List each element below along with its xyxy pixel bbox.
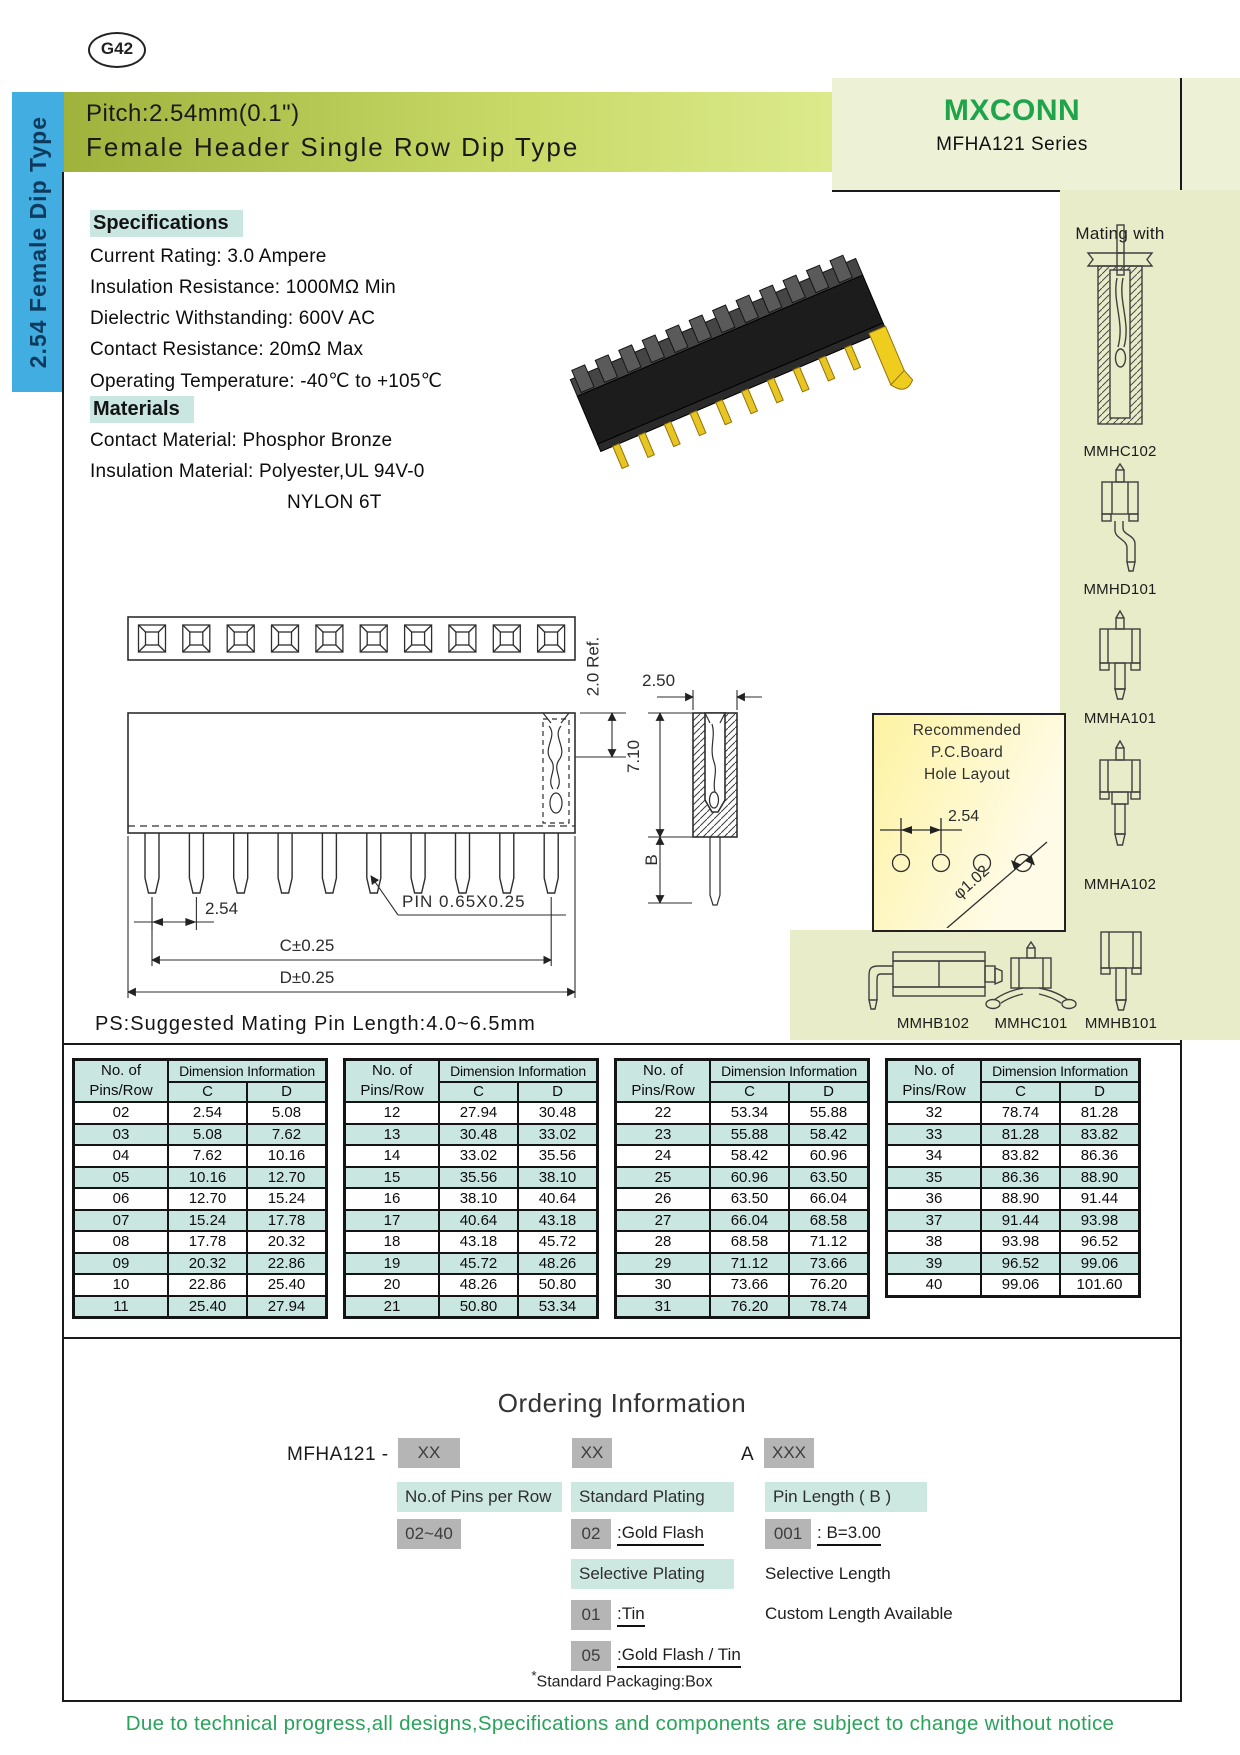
col-header-pins-row: Pins/Row: [360, 1082, 424, 1099]
ordering-top-rule: [62, 1337, 1182, 1339]
col-header-no-of: No. of: [913, 1062, 955, 1079]
table-cell: 14: [345, 1145, 440, 1167]
col-header-dimension: Dimension Information: [439, 1060, 598, 1082]
table-cell: 16: [345, 1188, 440, 1210]
table-cell: 48.26: [518, 1253, 598, 1275]
hole-pitch-label: 2.54: [948, 808, 980, 825]
part-label-mmhd101: MMHD101: [1083, 581, 1157, 598]
table-row: [74, 1167, 327, 1189]
col-header-dimension: Dimension Information: [710, 1060, 869, 1082]
table-cell: 43.18: [439, 1231, 518, 1253]
table-cell: 02: [74, 1102, 169, 1124]
technical-drawing: [62, 600, 762, 1043]
spec-dielectric: Dielectric Withstanding: 600V AC: [90, 308, 376, 329]
mat-nylon: NYLON 6T: [287, 492, 382, 513]
table-cell: 27.94: [247, 1296, 327, 1318]
col-header-no-of: No. of: [100, 1062, 142, 1079]
table-cell: 7.62: [168, 1145, 247, 1167]
table-cell: 2.54: [168, 1102, 247, 1124]
table-cell: 33.02: [439, 1145, 518, 1167]
side-tab: [12, 92, 64, 392]
table-cell: 83.82: [981, 1145, 1060, 1167]
ordering-pin-length-label: Pin Length ( B ): [765, 1482, 927, 1512]
table-cell: 86.36: [981, 1167, 1060, 1189]
dimension-table-1: [72, 1058, 328, 1319]
hole-title-3: Hole Layout: [923, 766, 1011, 783]
col-header-d: D: [789, 1082, 869, 1102]
table-cell: 96.52: [981, 1253, 1060, 1275]
table-row: [887, 1188, 1140, 1210]
table-cell: 78.74: [981, 1102, 1060, 1124]
table-cell: 35.56: [439, 1167, 518, 1189]
table-cell: 91.44: [981, 1210, 1060, 1232]
part-label-mmhb101: MMHB101: [1084, 1015, 1158, 1032]
table-cell: 66.04: [710, 1210, 789, 1232]
dim-2-0-ref: 2.0 Ref.: [583, 636, 603, 697]
dimension-table-3: [614, 1058, 870, 1319]
dim-b: B: [642, 854, 661, 866]
table-cell: 38.10: [439, 1188, 518, 1210]
table-cell: 101.60: [1060, 1274, 1140, 1296]
table-cell: 07: [74, 1210, 169, 1232]
table-cell: 12.70: [168, 1188, 247, 1210]
mmhb101-drawing: [1101, 932, 1141, 1010]
mating-with-title: Mating with: [1075, 224, 1165, 243]
table-row: [616, 1102, 869, 1124]
mat-insulation: Insulation Material: Polyester,UL 94V-0: [90, 461, 425, 482]
table-cell: 58.42: [789, 1124, 869, 1146]
table-cell: 76.20: [710, 1296, 789, 1318]
dimension-table-4: [885, 1058, 1141, 1298]
table-cell: 68.58: [789, 1210, 869, 1232]
table-row: [616, 1188, 869, 1210]
table-cell: 30.48: [518, 1102, 598, 1124]
table-cell: 81.28: [981, 1124, 1060, 1146]
table-cell: 53.34: [710, 1102, 789, 1124]
table-cell: 17: [345, 1210, 440, 1232]
packaging-note-star: *: [531, 1668, 537, 1683]
table-cell: 10.16: [247, 1145, 327, 1167]
table-row: [887, 1167, 1140, 1189]
table-row: [887, 1102, 1140, 1124]
col-header-c: C: [981, 1082, 1060, 1102]
table-row: [887, 1145, 1140, 1167]
table-cell: 58.42: [710, 1145, 789, 1167]
table-cell: 21: [345, 1296, 440, 1318]
table-row: [74, 1210, 327, 1232]
col-header-dimension: Dimension Information: [981, 1060, 1140, 1082]
table-row: [345, 1274, 598, 1296]
ordering-code-a: A: [741, 1444, 755, 1465]
table-cell: 73.66: [710, 1274, 789, 1296]
dim-pin-size: PIN 0.65X0.25: [402, 892, 526, 911]
table-cell: 26: [616, 1188, 711, 1210]
part-label-mmhc102: MMHC102: [1083, 443, 1157, 460]
ordering-title: Ordering Information: [497, 1388, 747, 1418]
table-cell: 17.78: [247, 1210, 327, 1232]
ps-note: PS:Suggested Mating Pin Length:4.0~6.5mm: [95, 1013, 536, 1035]
table-cell: 22.86: [168, 1274, 247, 1296]
table-cell: 43.18: [518, 1210, 598, 1232]
table-cell: 27.94: [439, 1102, 518, 1124]
spec-insulation: Insulation Resistance: 1000MΩ Min: [90, 277, 396, 298]
table-cell: 27: [616, 1210, 711, 1232]
col-header-no-of: No. of: [371, 1062, 413, 1079]
table-cell: 60.96: [710, 1167, 789, 1189]
col-header-dimension: Dimension Information: [168, 1060, 327, 1082]
table-cell: 76.20: [789, 1274, 869, 1296]
table-cell: 22: [616, 1102, 711, 1124]
table-row: [74, 1231, 327, 1253]
table-cell: 24: [616, 1145, 711, 1167]
mat-contact: Contact Material: Phosphor Bronze: [90, 430, 393, 451]
table-cell: 5.08: [168, 1124, 247, 1146]
table-row: [74, 1253, 327, 1275]
table-row: [74, 1188, 327, 1210]
table-cell: 88.90: [1060, 1167, 1140, 1189]
table-cell: 09: [74, 1253, 169, 1275]
table-cell: 11: [74, 1296, 169, 1318]
ordering-plating-01-text: :Tin: [617, 1604, 645, 1627]
dim-pitch-2-54: 2.54: [205, 899, 239, 918]
table-cell: 50.80: [439, 1296, 518, 1318]
mmhc102-drawing: [1088, 225, 1152, 424]
page-code-badge: G42: [88, 32, 146, 68]
page-title: Female Header Single Row Dip Type: [86, 132, 580, 162]
table-cell: 40.64: [439, 1210, 518, 1232]
table-row: [345, 1253, 598, 1275]
part-label-mmhc101: MMHC101: [994, 1015, 1068, 1032]
col-header-pins-row: Pins/Row: [89, 1082, 153, 1099]
product-photo: [548, 208, 928, 568]
table-row: [345, 1296, 598, 1318]
specifications-heading: Specifications: [90, 210, 243, 237]
mmhb102-drawing: [869, 952, 1002, 1009]
table-row: [345, 1145, 598, 1167]
table-cell: 38.10: [518, 1167, 598, 1189]
ordering-selective-plating-label: Selective Plating: [571, 1559, 734, 1589]
ordering-code-pins: XX: [398, 1438, 460, 1468]
table-cell: 63.50: [789, 1167, 869, 1189]
ordering-code-plating: XX: [572, 1438, 612, 1468]
spec-current-rating: Current Rating: 3.0 Ampere: [90, 246, 327, 267]
hole-diameter-label: φ1.02: [950, 862, 993, 903]
ordering-length-001-text: : B=3.00: [817, 1523, 881, 1546]
table-cell: 45.72: [518, 1231, 598, 1253]
ordering-col1-label: No.of Pins per Row: [397, 1482, 562, 1512]
table-cell: 33: [887, 1124, 982, 1146]
table-cell: 45.72: [439, 1253, 518, 1275]
ordering-custom-length: Custom Length Available: [765, 1604, 953, 1623]
spec-op-temp: Operating Temperature: -40℃ to +105℃: [90, 371, 443, 392]
dim-7-10: 7.10: [624, 739, 643, 774]
table-row: [616, 1231, 869, 1253]
ordering-plating-01-code: 01: [571, 1600, 611, 1630]
col-header-c: C: [168, 1082, 247, 1102]
dim-c: C±0.25: [279, 936, 335, 955]
ordering-plating-05-code: 05: [571, 1641, 611, 1671]
table-row: [74, 1274, 327, 1296]
table-cell: 10: [74, 1274, 169, 1296]
col-header-pins-row: Pins/Row: [631, 1082, 695, 1099]
table-row: [616, 1296, 869, 1318]
table-cell: 08: [74, 1231, 169, 1253]
table-row: [887, 1231, 1140, 1253]
table-cell: 35.56: [518, 1145, 598, 1167]
side-tab-label: 2.54 Female Dip Type: [24, 115, 51, 369]
table-cell: 15.24: [168, 1210, 247, 1232]
table-cell: 32: [887, 1102, 982, 1124]
table-row: [616, 1253, 869, 1275]
table-cell: 93.98: [1060, 1210, 1140, 1232]
packaging-note-text: Standard Packaging:Box: [536, 1673, 713, 1691]
table-cell: 17.78: [168, 1231, 247, 1253]
table-cell: 55.88: [789, 1102, 869, 1124]
header-pitch: Pitch:2.54mm(0.1"): [86, 100, 300, 127]
table-cell: 22.86: [247, 1253, 327, 1275]
table-cell: 53.34: [518, 1296, 598, 1318]
footer-disclaimer: Due to technical progress,all designs,Specifications and components are subject to change without notice: [125, 1712, 1115, 1735]
ordering-plating-02-code: 02: [571, 1519, 611, 1549]
table-row: [887, 1210, 1140, 1232]
table-row: [887, 1253, 1140, 1275]
table-cell: 05: [74, 1167, 169, 1189]
mmha101-drawing: [1100, 611, 1140, 699]
dim-d: D±0.25: [279, 968, 335, 987]
col-header-no-of: No. of: [642, 1062, 684, 1079]
table-cell: 39: [887, 1253, 982, 1275]
table-cell: 25.40: [247, 1274, 327, 1296]
table-row: [345, 1102, 598, 1124]
table-cell: 66.04: [789, 1188, 869, 1210]
mmhc101-drawing: [986, 942, 1076, 1009]
table-row: [345, 1124, 598, 1146]
table-cell: 18: [345, 1231, 440, 1253]
ordering-col1-value: 02~40: [397, 1519, 461, 1549]
col-header-d: D: [247, 1082, 327, 1102]
table-row: [74, 1102, 327, 1124]
table-cell: 93.98: [981, 1231, 1060, 1253]
table-cell: 33.02: [518, 1124, 598, 1146]
table-cell: 73.66: [789, 1253, 869, 1275]
brand-logo-text: MXCONN: [943, 94, 1081, 127]
table-cell: 25.40: [168, 1296, 247, 1318]
materials-heading: Materials: [90, 396, 194, 423]
dimension-table-2: [343, 1058, 599, 1319]
table-cell: 78.74: [789, 1296, 869, 1318]
table-cell: 48.26: [439, 1274, 518, 1296]
table-row: [616, 1210, 869, 1232]
table-cell: 83.82: [1060, 1124, 1140, 1146]
table-row: [345, 1210, 598, 1232]
table-cell: 96.52: [1060, 1231, 1140, 1253]
table-cell: 40: [887, 1274, 982, 1296]
ordering-length-001-code: 001: [765, 1519, 811, 1549]
table-cell: 31: [616, 1296, 711, 1318]
table-cell: 10.16: [168, 1167, 247, 1189]
table-cell: 36: [887, 1188, 982, 1210]
table-cell: 35: [887, 1167, 982, 1189]
hole-title-1: Recommended: [912, 722, 1022, 739]
spec-contact-res: Contact Resistance: 20mΩ Max: [90, 339, 364, 360]
table-top-rule: [62, 1043, 1182, 1045]
ordering-plating-05-text: :Gold Flash / Tin: [617, 1645, 741, 1668]
table-row: [616, 1274, 869, 1296]
table-cell: 50.80: [518, 1274, 598, 1296]
ordering-code-length: XXX: [764, 1438, 814, 1468]
part-label-mmha102: MMHA102: [1083, 876, 1157, 893]
table-row: [887, 1274, 1140, 1296]
table-cell: 03: [74, 1124, 169, 1146]
table-cell: 71.12: [710, 1253, 789, 1275]
mmha102-drawing: [1100, 741, 1140, 845]
table-cell: 99.06: [981, 1274, 1060, 1296]
table-cell: 04: [74, 1145, 169, 1167]
ordering-part-prefix: MFHA121 -: [287, 1444, 389, 1465]
col-header-pins-row: Pins/Row: [902, 1082, 966, 1099]
table-cell: 28: [616, 1231, 711, 1253]
series-name: MFHA121 Series: [936, 134, 1088, 155]
table-cell: 23: [616, 1124, 711, 1146]
frame-bottom-rule: [62, 1700, 1182, 1702]
mating-parts-drawing: [1060, 190, 1240, 1040]
table-cell: 06: [74, 1188, 169, 1210]
table-cell: 88.90: [981, 1188, 1060, 1210]
part-label-mmhb102: MMHB102: [896, 1015, 970, 1032]
table-cell: 30: [616, 1274, 711, 1296]
table-cell: 13: [345, 1124, 440, 1146]
hole-title-2: P.C.Board: [930, 744, 1004, 761]
table-cell: 91.44: [1060, 1188, 1140, 1210]
table-cell: 60.96: [789, 1145, 869, 1167]
table-row: [74, 1145, 327, 1167]
table-cell: 38: [887, 1231, 982, 1253]
table-cell: 34: [887, 1145, 982, 1167]
table-cell: 20.32: [247, 1231, 327, 1253]
table-cell: 19: [345, 1253, 440, 1275]
table-cell: 86.36: [1060, 1145, 1140, 1167]
mmhd101-drawing: [1102, 464, 1138, 571]
dim-2-50: 2.50: [642, 671, 676, 690]
ordering-standard-plating-label: Standard Plating: [571, 1482, 734, 1512]
table-cell: 12: [345, 1102, 440, 1124]
table-cell: 29: [616, 1253, 711, 1275]
table-cell: 20: [345, 1274, 440, 1296]
col-header-c: C: [710, 1082, 789, 1102]
table-row: [74, 1124, 327, 1146]
table-cell: 30.48: [439, 1124, 518, 1146]
ordering-selective-length: Selective Length: [765, 1564, 891, 1583]
table-cell: 12.70: [247, 1167, 327, 1189]
table-cell: 99.06: [1060, 1253, 1140, 1275]
table-cell: 71.12: [789, 1231, 869, 1253]
col-header-d: D: [518, 1082, 598, 1102]
table-cell: 55.88: [710, 1124, 789, 1146]
table-cell: 7.62: [247, 1124, 327, 1146]
part-label-mmha101: MMHA101: [1083, 710, 1157, 727]
table-row: [616, 1167, 869, 1189]
col-header-c: C: [439, 1082, 518, 1102]
table-cell: 68.58: [710, 1231, 789, 1253]
table-row: [345, 1231, 598, 1253]
table-row: [345, 1167, 598, 1189]
table-cell: 5.08: [247, 1102, 327, 1124]
table-cell: 81.28: [1060, 1102, 1140, 1124]
table-cell: 20.32: [168, 1253, 247, 1275]
table-row: [74, 1296, 327, 1318]
table-cell: 15: [345, 1167, 440, 1189]
table-cell: 40.64: [518, 1188, 598, 1210]
table-row: [616, 1145, 869, 1167]
table-cell: 15.24: [247, 1188, 327, 1210]
table-row: [887, 1124, 1140, 1146]
ordering-plating-02-text: :Gold Flash: [617, 1523, 704, 1546]
table-cell: 25: [616, 1167, 711, 1189]
table-row: [345, 1188, 598, 1210]
table-cell: 63.50: [710, 1188, 789, 1210]
table-cell: 37: [887, 1210, 982, 1232]
packaging-note: [62, 1668, 1182, 1691]
table-row: [616, 1124, 869, 1146]
col-header-d: D: [1060, 1082, 1140, 1102]
